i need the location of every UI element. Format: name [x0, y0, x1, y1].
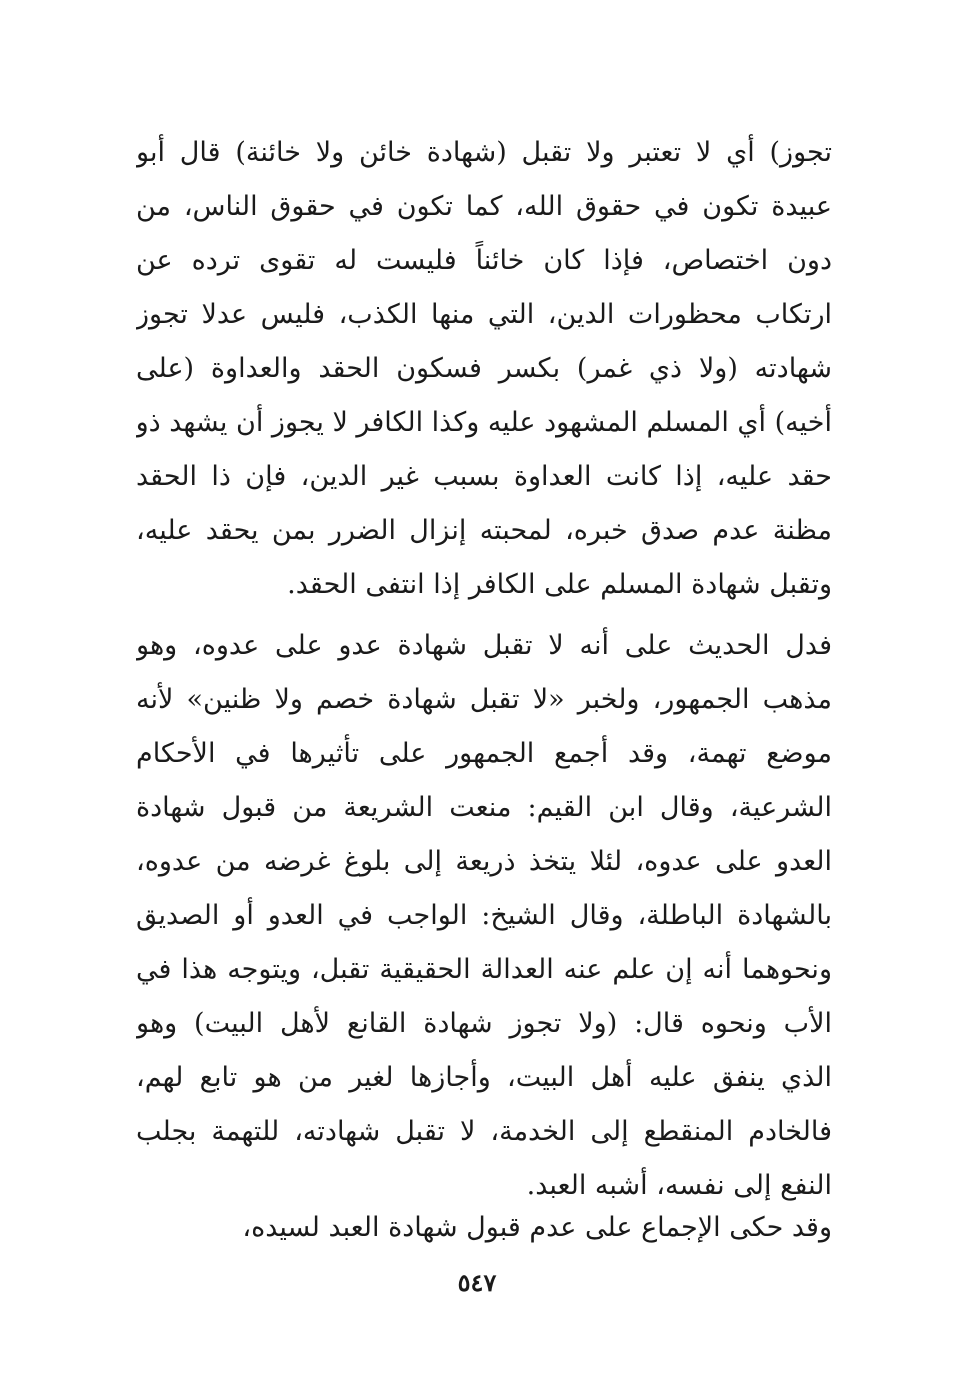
text-line: حقد عليه، إذا كانت العداوة بسبب غير الدين، فإن ذا الحقد: [136, 461, 832, 492]
page-number: ٥٤٧: [457, 1268, 497, 1297]
text-line: مذهب الجمهور، ولخبر «لا تقبل شهادة خصم ولا ظنين» لأنه: [136, 684, 832, 715]
text-line: وقد حكى الإجماع على عدم قبول شهادة العبد لسيده،: [242, 1212, 832, 1243]
text-line: العدو على عدوه، لئلا يتخذ ذريعة إلى بلوغ غرضه من عدوه،: [136, 846, 832, 877]
text-line: مظنة عدم صدق خبره، لمحبته إنزال الضرر بمن يحقد عليه،: [136, 515, 832, 546]
paragraph-2: [136, 619, 832, 1213]
text-line: أخيه) أي المسلم المشهود عليه وكذا الكافر لا يجوز أن يشهد ذو: [136, 407, 832, 438]
text-line: وتقبل شهادة المسلم على الكافر إذا انتفى الحقد.: [287, 569, 832, 600]
text-line: الأب ونحوه قال: (ولا تجوز شهادة القانع لأهل البيت) وهو: [136, 1008, 832, 1039]
text-line: موضع تهمة، وقد أجمع الجمهور على تأثيرها في الأحكام: [136, 738, 832, 769]
text-line: بالشهادة الباطلة، وقال الشيخ: الواجب في العدو أو الصديق: [136, 900, 832, 931]
paragraph-3: [136, 1201, 832, 1255]
text-line: شهادته (ولا ذي غمر) بكسر فسكون الحقد والعداوة (على: [136, 353, 832, 384]
text-line: ونحوهما أنه إن علم عنه العدالة الحقيقية تقبل، ويتوجه هذا في: [136, 954, 832, 985]
text-line: فدل الحديث على أنه لا تقبل شهادة عدو على عدوه، وهو: [136, 630, 832, 661]
text-line: ارتكاب محظورات الدين، التي منها الكذب، فليس عدلا تجوز: [136, 299, 832, 330]
text-line: الشرعية، وقال ابن القيم: منعت الشريعة من قبول شهادة: [136, 792, 832, 823]
text-line: عبيدة تكون في حقوق الله، كما تكون في حقوق الناس، من: [136, 191, 832, 222]
text-line: فالخادم المنقطع إلى الخدمة، لا تقبل شهادته، للتهمة بجلب: [136, 1116, 832, 1147]
text-line: الذي ينفق عليه أهل البيت، وأجازها لغير من هو تابع لهم،: [136, 1062, 832, 1093]
paragraph-1: [136, 126, 832, 612]
text-line: تجوز) أي لا تعتبر ولا تقبل (شهادة خائن ولا خائنة) قال أبو: [136, 137, 832, 168]
text-line: النفع إلى نفسه، أشبه العبد.: [526, 1170, 832, 1201]
text-line: دون اختصاص، فإذا كان خائناً فليست له تقوى ترده عن: [136, 245, 832, 276]
